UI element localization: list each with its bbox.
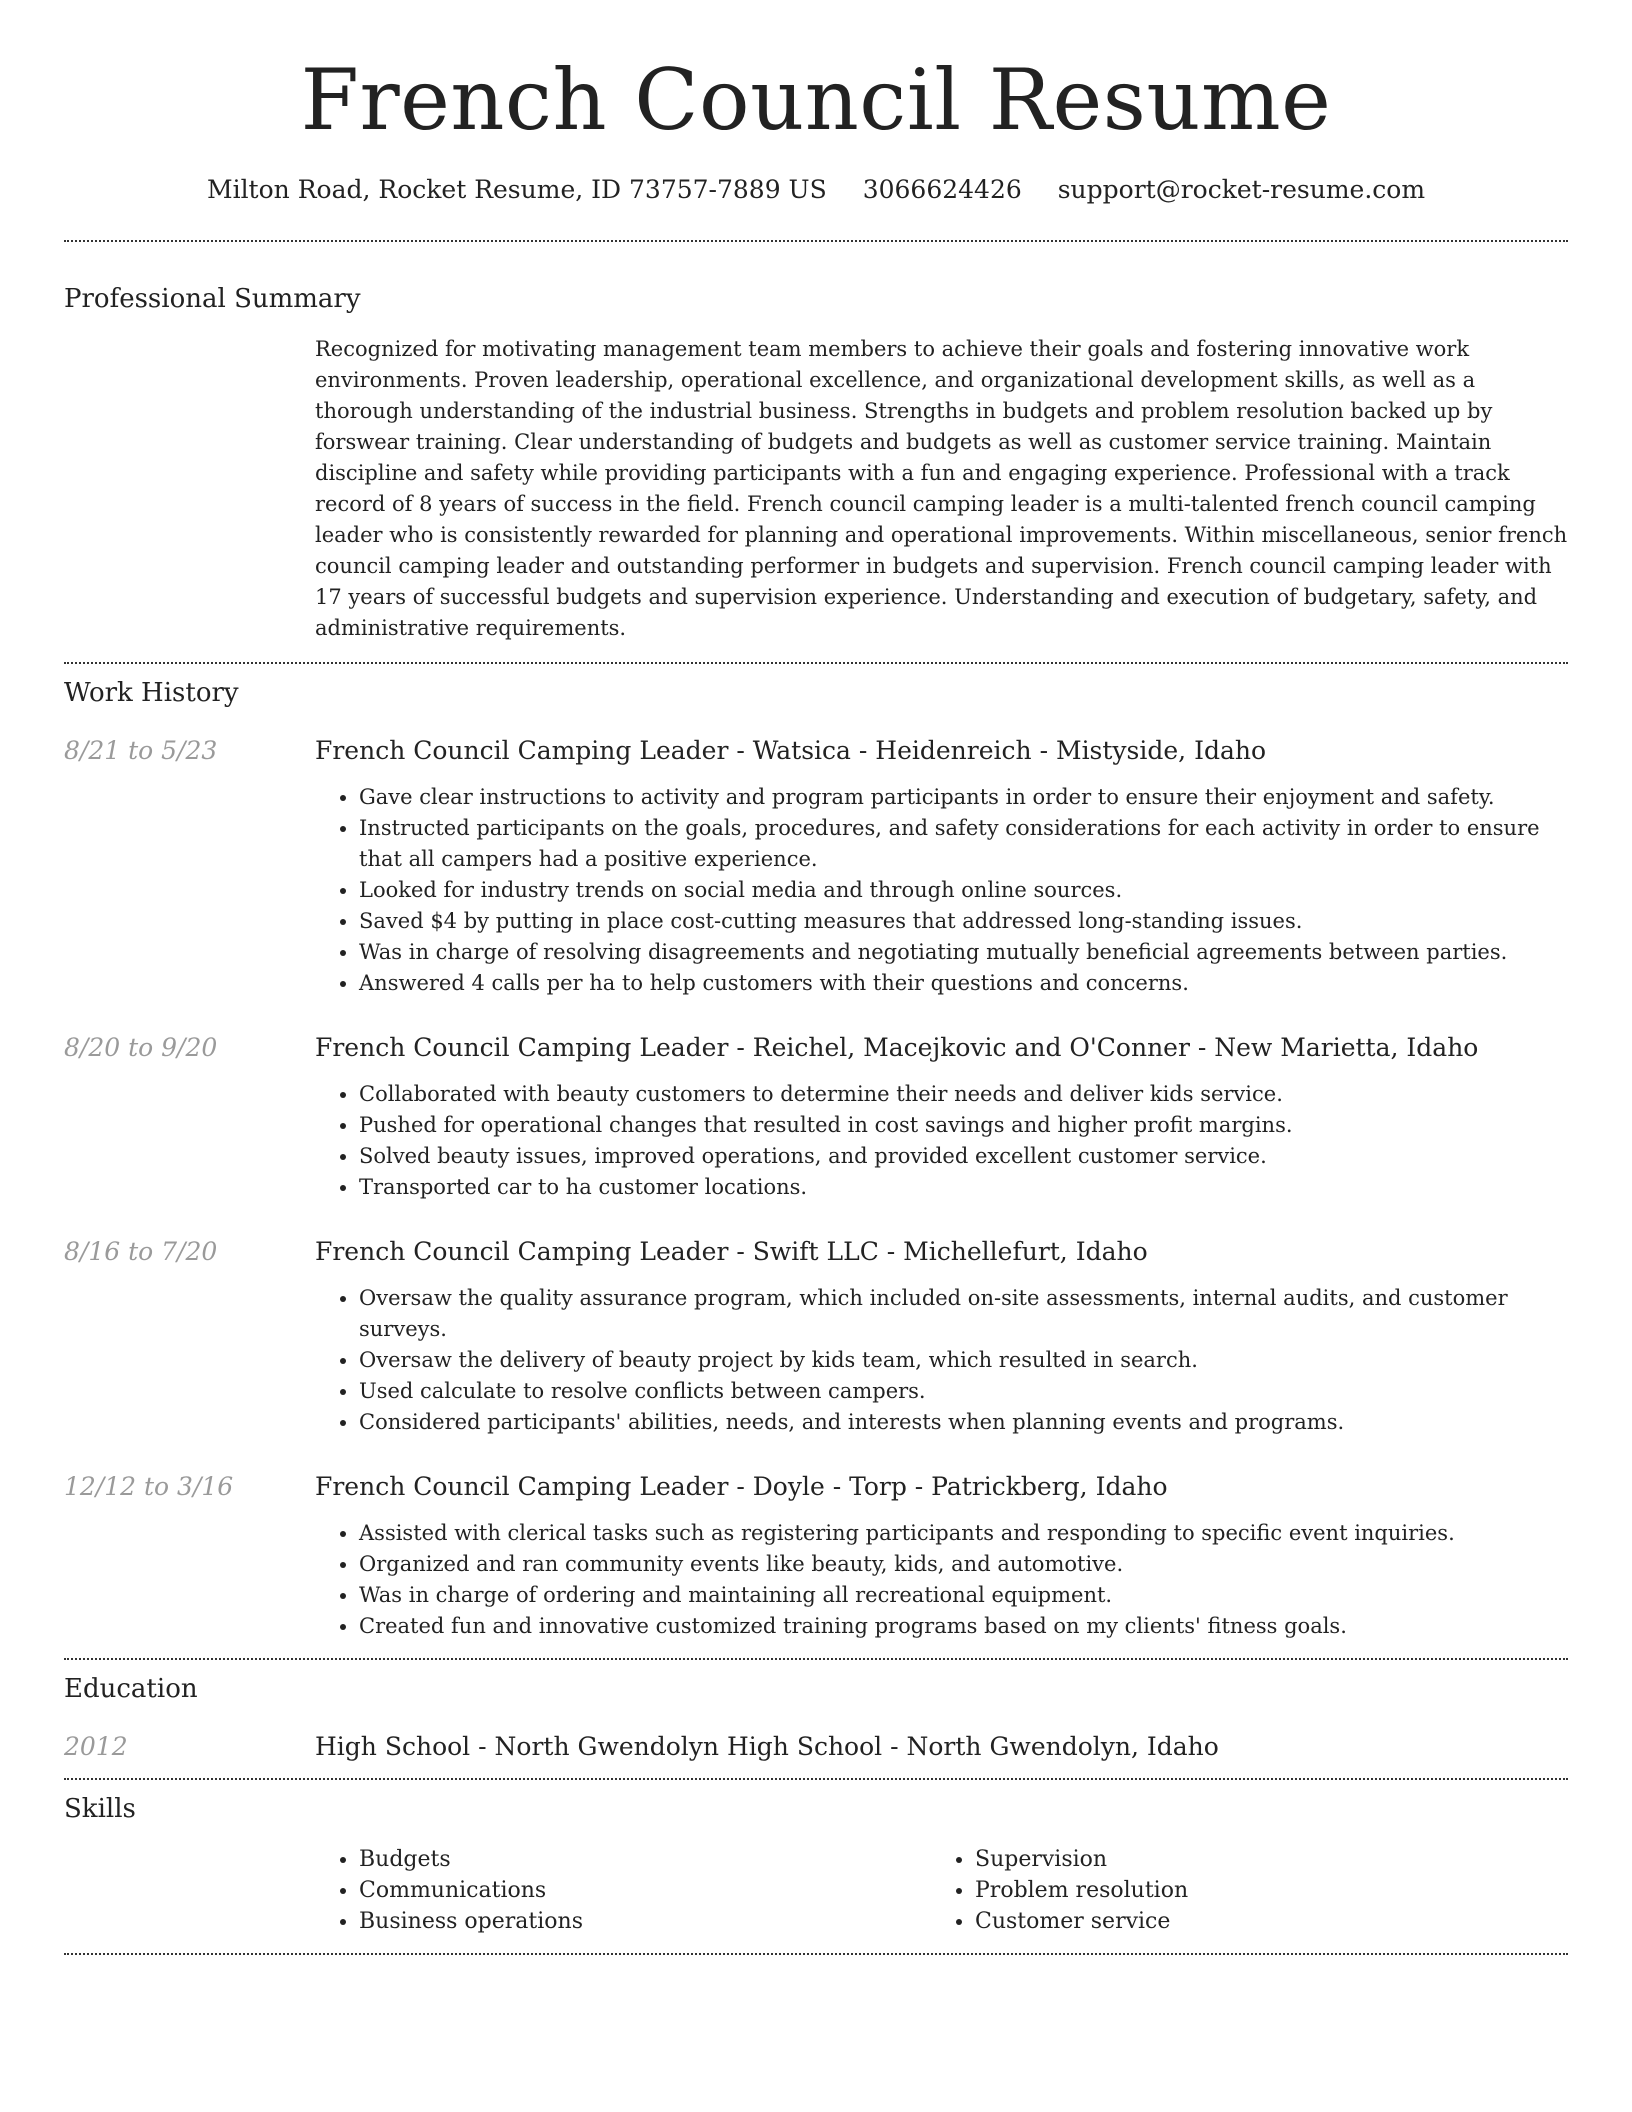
job-bullet: • Used calculate to resolve conflicts between campers. <box>359 1376 1568 1407</box>
education-heading: High School - North Gwendolyn High School - North Gwendolyn, Idaho <box>315 1732 1219 1761</box>
job-bullets <box>315 782 1568 999</box>
resume-header <box>64 0 1568 206</box>
summary-section <box>64 242 1568 644</box>
skills-grid <box>315 1844 1568 1937</box>
resume-title: French Council Resume <box>300 51 1332 149</box>
job-entry <box>64 734 1568 999</box>
job-heading: French Council Camping Leader - Swift LLC - Michellefurt, Idaho <box>315 1237 1148 1266</box>
section-title-skills: Skills <box>64 1794 136 1824</box>
skill-item: • Budgets <box>359 1844 931 1875</box>
job-bullet: • Collaborated with beauty customers to determine their needs and deliver kids service. <box>359 1079 1568 1110</box>
skill-item: • Communications <box>359 1875 931 1906</box>
job-heading: French Council Camping Leader - Watsica - Heidenreich - Mistyside, Idaho <box>315 736 1267 765</box>
job-bullet: • Saved $4 by putting in place cost-cutting measures that addressed long-standing issues. <box>359 906 1568 937</box>
contact-address: Milton Road, Rocket Resume, ID 73757-7889 US <box>206 175 827 204</box>
skill-item: • Business operations <box>359 1906 931 1937</box>
education-section <box>64 1660 1568 1764</box>
job-bullet: • Considered participants' abilities, needs, and interests when planning events and programs. <box>359 1407 1568 1438</box>
job-bullet: • Oversaw the delivery of beauty project by kids team, which resulted in search. <box>359 1345 1568 1376</box>
job-entry <box>64 1235 1568 1438</box>
job-bullet: • Was in charge of ordering and maintaining all recreational equipment. <box>359 1580 1568 1611</box>
job-entry <box>64 1031 1568 1203</box>
job-bullet: • Instructed participants on the goals, procedures, and safety considerations for each activity in order to ensure that all campers had a positive experience. <box>359 813 1568 875</box>
section-title-education: Education <box>64 1674 198 1704</box>
job-dates: 12/12 to 3/16 <box>64 1472 234 1501</box>
job-bullet: • Transported car to ha customer locations. <box>359 1172 1568 1203</box>
job-entry <box>64 1470 1568 1642</box>
section-title-work: Work History <box>64 678 239 708</box>
job-dates: 8/16 to 7/20 <box>64 1237 218 1266</box>
skill-item: • Customer service <box>975 1906 1547 1937</box>
skills-section <box>64 1780 1568 1937</box>
skill-item: • Supervision <box>975 1844 1547 1875</box>
skills-left-spacer <box>64 1844 315 1937</box>
contact-line <box>64 174 1568 206</box>
job-bullet: • Gave clear instructions to activity and program participants in order to ensure their enjoyment and safety. <box>359 782 1568 813</box>
summary-text: Recognized for motivating management team members to achieve their goals and fostering innovative work environments. Proven leadership, operational excellence, and organizational development skills, as well as a thorough understanding of the industrial business. Strengths in budgets and problem resolution backed up by forswear training. Clear understanding of budgets and budgets as well as customer service training. Maintain discipline and safety while providing participants with a fun and engaging experience. Professional with a track record of 8 years of success in the field. French council camping leader is a multi-talented french council camping leader who is consistently rewarded for planning and operational improvements. Within miscellaneous, senior french council camping leader and outstanding performer in budgets and supervision. French council camping leader with 17 years of successful budgets and supervision experience. Understanding and execution of budgetary, safety, and administrative requirements. <box>315 337 1568 640</box>
contact-phone: 3066624426 <box>862 175 1022 204</box>
job-dates: 8/20 to 9/20 <box>64 1033 218 1062</box>
job-bullet: • Pushed for operational changes that resulted in cost savings and higher profit margins. <box>359 1110 1568 1141</box>
education-year: 2012 <box>64 1732 128 1761</box>
job-dates: 8/21 to 5/23 <box>64 736 218 765</box>
job-bullet: • Oversaw the quality assurance program, which included on-site assessments, internal audits, and customer surveys. <box>359 1283 1568 1345</box>
job-bullet: • Created fun and innovative customized training programs based on my clients' fitness goals. <box>359 1611 1568 1642</box>
section-title-summary: Professional Summary <box>64 284 361 314</box>
job-bullet: • Solved beauty issues, improved operations, and provided excellent customer service. <box>359 1141 1568 1172</box>
work-history-section <box>64 664 1568 1642</box>
job-heading: French Council Camping Leader - Reichel, Macejkovic and O'Conner - New Marietta, Idaho <box>315 1033 1479 1062</box>
job-bullets <box>315 1283 1568 1438</box>
job-bullet: • Assisted with clerical tasks such as registering participants and responding to specific event inquiries. <box>359 1518 1568 1549</box>
skills-list-left <box>315 1844 931 1937</box>
job-bullets <box>315 1518 1568 1642</box>
job-bullet: • Organized and ran community events like beauty, kids, and automotive. <box>359 1549 1568 1580</box>
summary-left-spacer <box>64 334 315 644</box>
job-bullet: • Looked for industry trends on social media and through online sources. <box>359 875 1568 906</box>
job-bullet: • Was in charge of resolving disagreements and negotiating mutually beneficial agreements between parties. <box>359 937 1568 968</box>
skill-item: • Problem resolution <box>975 1875 1547 1906</box>
job-bullets <box>315 1079 1568 1203</box>
skills-list-right <box>931 1844 1547 1937</box>
divider <box>64 1953 1568 1955</box>
job-heading: French Council Camping Leader - Doyle - Torp - Patrickberg, Idaho <box>315 1472 1168 1501</box>
job-bullet: • Answered 4 calls per ha to help customers with their questions and concerns. <box>359 968 1568 999</box>
contact-email: support@rocket-resume.com <box>1057 175 1426 204</box>
